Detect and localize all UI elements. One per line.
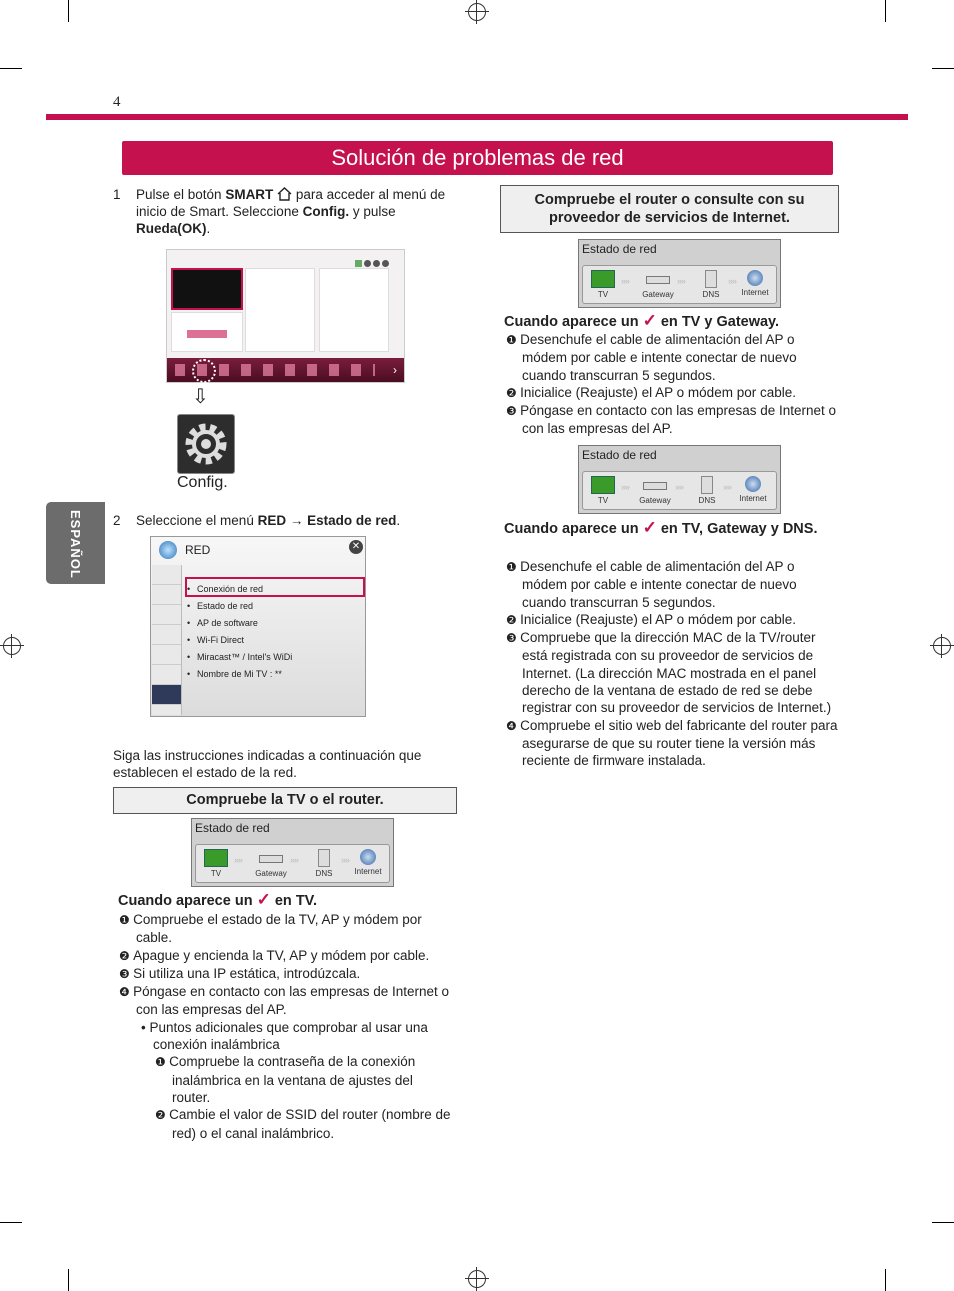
red-menu-item[interactable] [187,649,357,666]
list-item-text: Desenchufe el cable de alimentación del AP o módem por cable e intente conectar de nuevo cuando transcurran 5 segundos. [520,332,797,383]
red-menu-title: RED [185,543,211,557]
list-item-text: Apague y encienda la TV, AP y módem por cable. [133,947,430,963]
list-item [504,629,839,716]
menu-network-icon[interactable] [152,685,181,705]
red-menu-item-label: AP de software [197,618,258,628]
check-icon: ✓ [256,890,271,909]
tv-label: TV [597,496,609,505]
panel-title: Estado de red [582,242,657,256]
list-item-text: Desenchufe el cable de alimentación del AP o módem por cable e intente conectar de nuevo cuando transcurran 5 segundos. [520,559,797,610]
list-item [153,1053,453,1106]
status-icons [355,254,399,263]
gateway-label: Gateway [255,869,287,878]
gateway-label: Gateway [642,290,674,299]
registration-mark-icon [3,637,21,655]
config-highlight[interactable] [192,359,216,383]
dns-server-icon [318,849,330,867]
registration-mark-icon [468,1270,486,1288]
network-status-panel: Estado de red TV ›››› Gateway ›››› DNS ›››› Internet [578,239,781,308]
menu-channel-icon[interactable] [152,605,181,625]
internet-label: Internet [354,867,382,876]
internet-globe-icon [747,270,763,286]
tv-icon [204,849,228,867]
step-number: 1 [113,187,121,202]
network-status-panel: Estado de red TV ›››› Gateway ›››› DNS ›››› Internet [191,818,394,887]
menu-sound-icon[interactable] [152,585,181,605]
red-menu-item-label: Conexión de red [197,584,264,594]
network-status-panel: Estado de red TV ›››› Gateway ›››› DNS ›››› Internet [578,445,781,514]
step-number: 2 [113,513,121,528]
list-item [504,611,839,629]
gear-icon[interactable] [177,414,235,474]
list-item [117,911,453,947]
step-marker: ❷ [506,385,521,400]
red-menu-item-label: Miracast™ / Intel's WiDi [197,652,293,662]
router-icon [643,482,667,490]
instructions-text: Siga las instrucciones indicadas a continuación que establecen el estado de la red. [113,748,422,780]
arrow-down-icon: ⇩ [192,386,209,408]
section-box-router-isp: Compruebe el router o consulte con su proveedor de servicios de Internet. [500,185,839,233]
smart-home-screenshot [166,249,405,383]
tv-label: TV [597,290,609,299]
section-box-tv-router: Compruebe la TV o el router. [113,787,457,814]
step1-text: Pulse el botón SMART para acceder al menú de inicio de Smart. Seleccione Config. y pulse Rueda(OK). [136,187,446,236]
bullet-icon: • [187,618,191,628]
bullet-icon: • [187,601,191,611]
list-item-text: Compruebe el estado de la TV, AP y módem por cable. [133,912,422,946]
red-menu-screenshot [150,536,366,717]
router-icon [259,855,283,863]
dns-label: DNS [702,290,720,299]
left-heading: Cuando aparece un ✓ en TV. [118,890,318,909]
home-icon [277,187,292,201]
internet-globe-icon [745,476,761,492]
close-icon[interactable]: ✕ [349,540,363,554]
language-tab: ESPAÑOL [46,502,105,584]
red-menu-item[interactable] [187,581,357,598]
list-item [117,983,453,1019]
red-menu-item-label: Estado de red [197,601,254,611]
bullet-icon: • [187,652,191,662]
list-item-text: Póngase en contacto con las empresas de Internet o con las empresas del AP. [520,403,837,437]
step-marker: ❷ [119,948,134,963]
menu-lock-icon[interactable] [152,645,181,665]
step-marker: ❹ [119,985,134,1000]
step-marker: ❸ [119,966,134,981]
right-heading-2: Cuando aparece un ✓ en TV, Gateway y DNS. [504,518,818,537]
step2-text: Seleccione el menú RED → Estado de red. [136,513,401,528]
bullet-item: • Puntos adicionales que comprobar al usar una conexión inalámbrica [141,1019,428,1053]
page-number: 4 [113,94,121,110]
list-item-text: Inicialice (Reajuste) el AP o módem por cable. [520,384,796,400]
gateway-label: Gateway [639,496,671,505]
red-menu-item-label: Wi-Fi Direct [197,635,244,645]
list-item-text: Si utiliza una IP estática, introdúzcala. [133,965,361,981]
menu-picture-icon[interactable] [152,565,181,585]
tv-icon [591,270,615,288]
list-item [117,947,453,965]
step-marker: ❹ [506,718,521,733]
menu-support-icon[interactable] [152,705,181,724]
list-item [504,717,839,770]
router-icon [646,276,670,284]
dns-server-icon [701,476,713,494]
list-item [504,331,839,384]
right-heading-1: Cuando aparece un ✓ en TV y Gateway. [504,311,780,330]
network-globe-icon [159,541,177,559]
list-item [504,558,839,611]
list-item [504,384,839,402]
step-marker: ❸ [506,631,521,646]
dns-label: DNS [698,496,716,505]
menu-option-icon[interactable] [152,665,181,685]
step-marker: ❶ [119,913,134,927]
check-icon: ✓ [642,311,657,330]
internet-globe-icon [360,849,376,865]
dns-server-icon [705,270,717,288]
red-menu-item[interactable] [187,632,357,649]
red-menu-item[interactable] [187,598,357,615]
list-item-text: Inicialice (Reajuste) el AP o módem por cable. [520,611,796,627]
bullet-icon: • [187,669,191,679]
step-marker: ❷ [506,612,521,627]
step-marker: ❷ [155,1108,170,1123]
check-icon: ✓ [642,518,657,537]
red-menu-item-label: Nombre de Mi TV : ** [197,669,282,679]
list-item [117,965,453,983]
page-title: Solución de problemas de red [122,141,833,175]
red-menu-item[interactable] [187,666,357,683]
list-item [504,402,839,438]
list-item-text: Cambie el valor de SSID del router (nombre de red) o el canal inalámbrico. [169,1107,451,1141]
step-marker: ❶ [155,1055,170,1070]
dns-label: DNS [315,869,333,878]
bullet-icon: • [187,584,191,594]
bullet-icon: • [187,635,191,645]
panel-title: Estado de red [582,448,657,462]
config-label: Config. [177,474,228,491]
list-item-text: Póngase en contacto con las empresas de Internet o con las empresas del AP. [133,984,450,1018]
list-item [153,1106,453,1142]
tv-label: TV [210,869,222,878]
step-marker: ❸ [506,404,521,419]
tv-icon [591,476,615,494]
step-marker: ❶ [506,560,521,574]
red-menu-item[interactable] [187,615,357,632]
list-item-text: Compruebe el sitio web del fabricante del router para asegurarse de que su router tiene la versión más reciente de firmware instalada. [520,717,838,769]
list-item-text: Compruebe la contraseña de la conexión inalámbrica en la ventana de ajustes del router. [169,1054,416,1105]
header-rule [46,114,908,120]
list-item-text: Compruebe que la dirección MAC de la TV/router está registrada con su proveedor de servicios de Internet. (La dirección MAC mostrada en el panel derecho de la ventana de estado de red se debe registrar con su proveedor de servicios de Internet.) [520,630,832,716]
menu-time-icon[interactable] [152,625,181,645]
registration-mark-icon [933,637,951,655]
chevron-right-icon[interactable]: › [393,363,397,377]
step-marker: ❶ [506,333,521,347]
internet-label: Internet [741,288,769,297]
registration-mark-icon [468,3,486,21]
panel-title: Estado de red [195,821,270,835]
internet-label: Internet [739,494,767,503]
bullet-text: Puntos adicionales que comprobar al usar una conexión inalámbrica [149,1019,428,1053]
